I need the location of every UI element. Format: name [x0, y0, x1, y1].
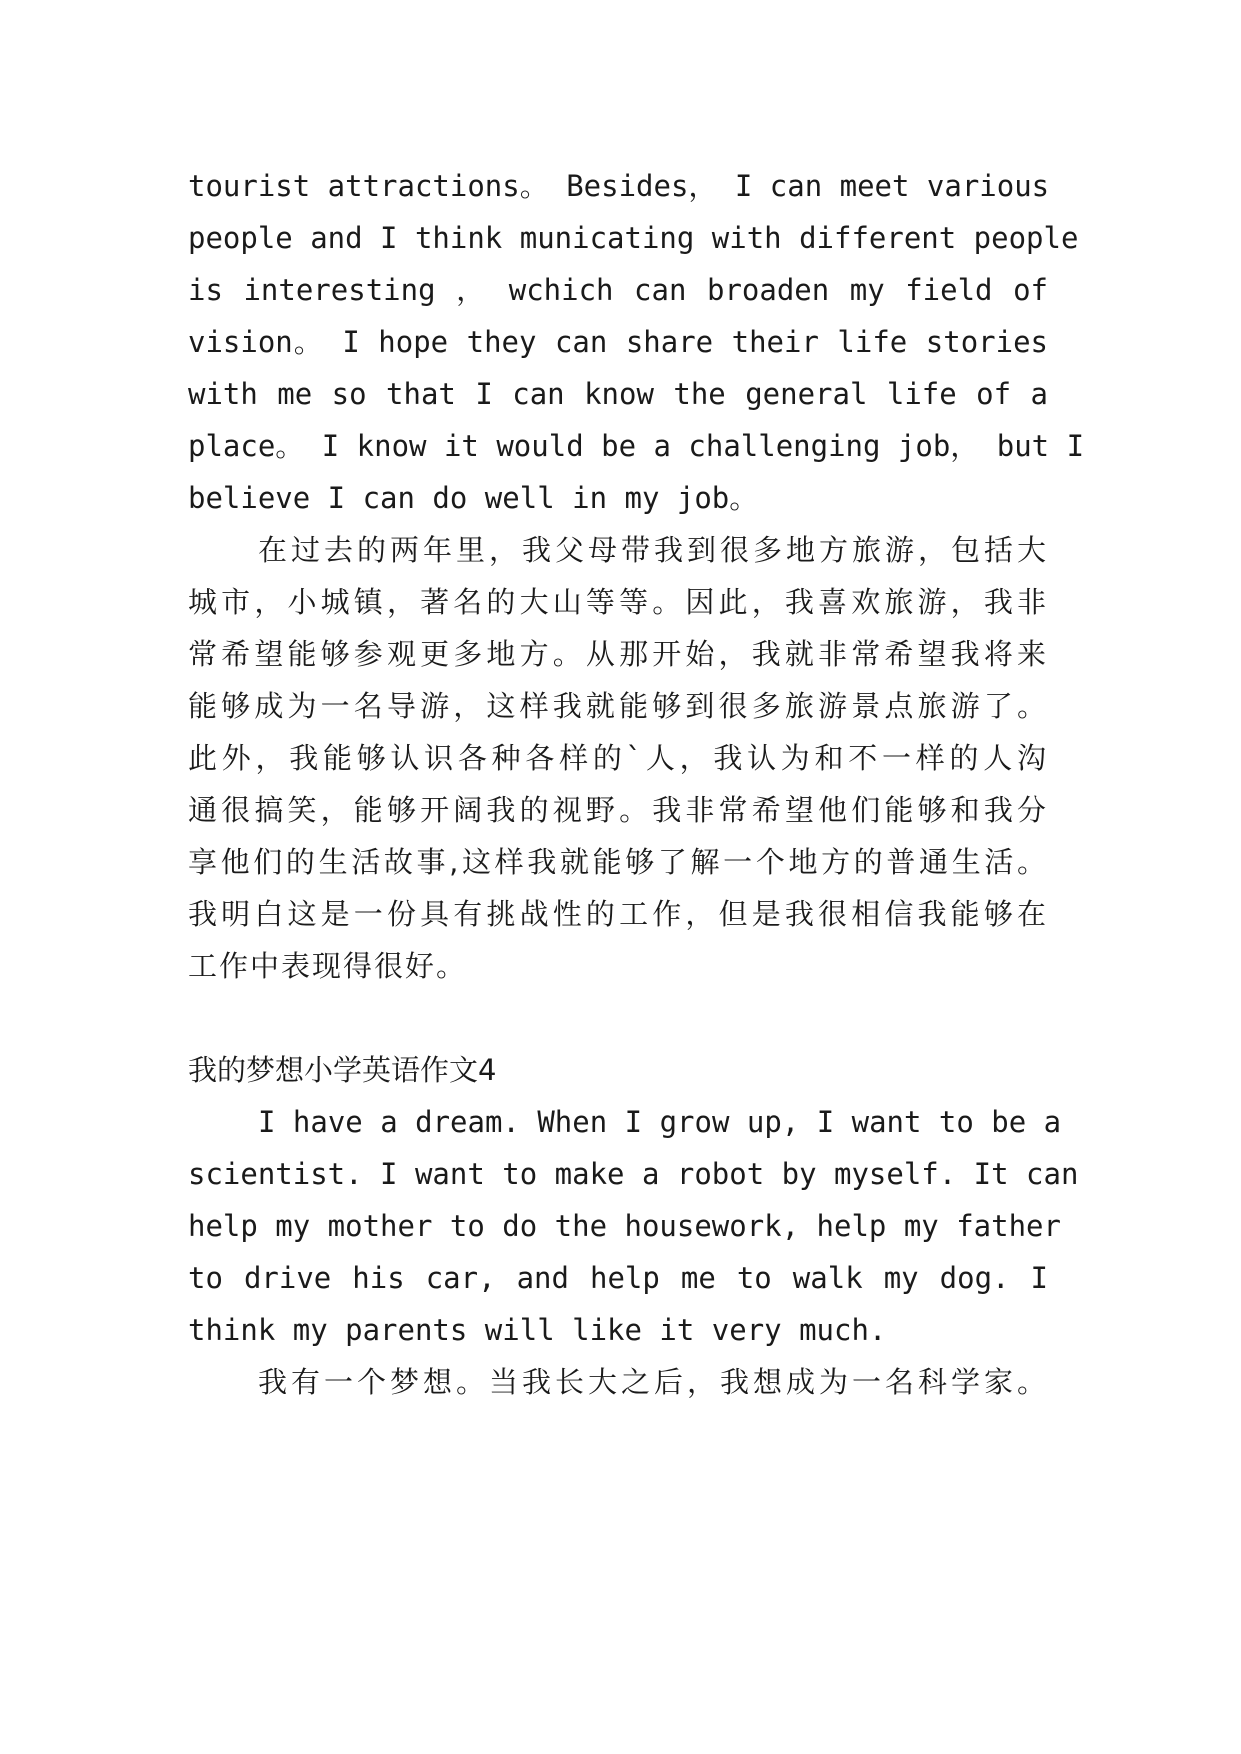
paragraph-4-line-1: 我有一个梦想。当我长大之后，我想成为一名科学家。 — [258, 1365, 1048, 1399]
paragraph-2-line-4: 能够成为一名导游，这样我就能够到很多旅游景点旅游了。 — [188, 689, 1048, 723]
paragraph-1-line-4: vision。 I hope they can share their life stories — [188, 325, 1048, 359]
paragraph-1-line-3: is interesting ， wchich can broaden my field of — [188, 273, 1048, 307]
paragraph-2-line-7: 享他们的生活故事,这样我就能够了解一个地方的普通生活。 — [188, 845, 1048, 879]
paragraph-2-line-3: 常希望能够参观更多地方。从那开始，我就非常希望我将来 — [188, 637, 1048, 671]
paragraph-3-line-5: think my parents will like it very much. — [188, 1313, 887, 1347]
paragraph-3-line-1: I have a dream. When I grow up, I want to be a — [258, 1105, 1062, 1139]
paragraph-2-line-2: 城市，小城镇，著名的大山等等。因此，我喜欢旅游，我非 — [188, 585, 1048, 619]
paragraph-1-line-2: people and I think municating with different people — [188, 221, 1079, 255]
paragraph-1-line-1: tourist attractions。 Besides， I can meet various — [188, 169, 1050, 203]
paragraph-1-line-6: place。 I know it would be a challenging job， but I — [188, 429, 1085, 463]
section-heading: 我的梦想小学英语作文4 — [188, 1053, 497, 1087]
paragraph-2-line-8: 我明白这是一份具有挑战性的工作，但是我很相信我能够在 — [188, 897, 1048, 931]
paragraph-2-line-9: 工作中表现得很好。 — [188, 949, 468, 983]
paragraph-3-line-2: scientist. I want to make a robot by myself. It can — [188, 1157, 1079, 1191]
paragraph-3-line-3: help my mother to do the housework, help my father — [188, 1209, 1061, 1243]
paragraph-2-line-6: 通很搞笑，能够开阔我的视野。我非常希望他们能够和我分 — [188, 793, 1048, 827]
paragraph-2-line-5: 此外，我能够认识各种各样的`人，我认为和不一样的人沟 — [188, 741, 1048, 775]
paragraph-1-line-5: with me so that I can know the general life of a — [188, 377, 1048, 411]
paragraph-3-line-4: to drive his car, and help me to walk my dog. I — [188, 1261, 1048, 1295]
paragraph-2-line-1: 在过去的两年里，我父母带我到很多地方旅游，包括大 — [258, 533, 1048, 567]
paragraph-1-line-7: believe I can do well in my job。 — [188, 481, 759, 515]
